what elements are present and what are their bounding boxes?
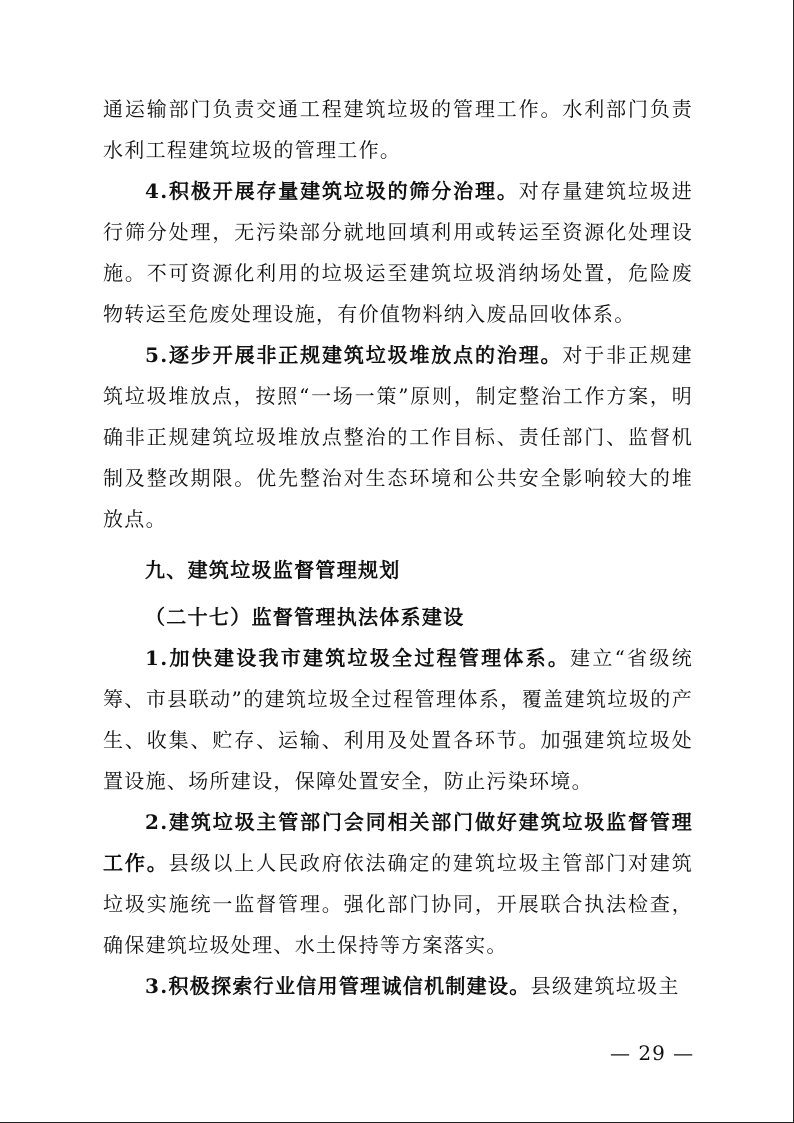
item-heading: 1.加快建设我市建筑垃圾全过程管理体系。 [145,646,571,670]
paragraph-text: 对于非正规建筑垃圾堆放点，按照“一场一策”原则，制定整治工作方案，明确非正规建筑垃圾堆放点整治的工作目标、责任部门、监督机制及整改期限。优先整治对生态环境和公共安全影响较大的堆放点。 [103,343,693,531]
paragraph-text: 县级建筑垃圾主 [530,974,680,998]
subsection-heading: （二十七）监督管理执法体系建设 [145,605,465,629]
paragraph-item-1 [103,638,693,802]
item-heading: 3.积极探索行业信用管理诚信机制建设。 [145,974,531,998]
item-heading: 5.逐步开展非正规建筑垃圾堆放点的治理。 [145,343,563,367]
document-body [103,89,693,1007]
paragraph-item-3 [103,966,693,1007]
item-heading: 4.积极开展存量建筑垃圾的筛分治理。 [145,179,519,203]
paragraph-continuation [103,89,693,171]
page-number: — 29 — [610,1041,695,1065]
paragraph-item-5 [103,335,693,540]
paragraph-text: 对存量建筑垃圾进行筛分处理，无污染部分就地回填利用或转运至资源化处理设施。不可资源化利用的垃圾运至建筑垃圾消纳场处置，危险废物转运至危废处理设施，有价值物料纳入废品回收体系。 [103,179,694,326]
paragraph-text: 县级以上人民政府依法确定的建筑垃圾主管部门对建筑垃圾实施统一监督管理。强化部门协同，开展联合执法检查，确保建筑垃圾处理、水土保持等方案落实。 [103,851,693,957]
item-heading: 2.建筑垃圾主管部门会同相关部门做好建筑垃圾监督管理工作。 [103,810,693,875]
paragraph-item-4 [103,171,693,335]
paragraph-text: 建立“省级统筹、市县联动”的建筑垃圾全过程管理体系，覆盖建筑垃圾的产生、收集、贮存、运输、利用及处置各环节。加强建筑垃圾处置设施、场所建设，保障处置安全，防止污染环境。 [103,646,693,793]
paragraph-item-2 [103,802,693,966]
section-heading: 九、建筑垃圾监督管理规划 [145,558,401,582]
paragraph-text: 通运输部门负责交通工程建筑垃圾的管理工作。水利部门负责水利工程建筑垃圾的管理工作。 [103,97,693,162]
